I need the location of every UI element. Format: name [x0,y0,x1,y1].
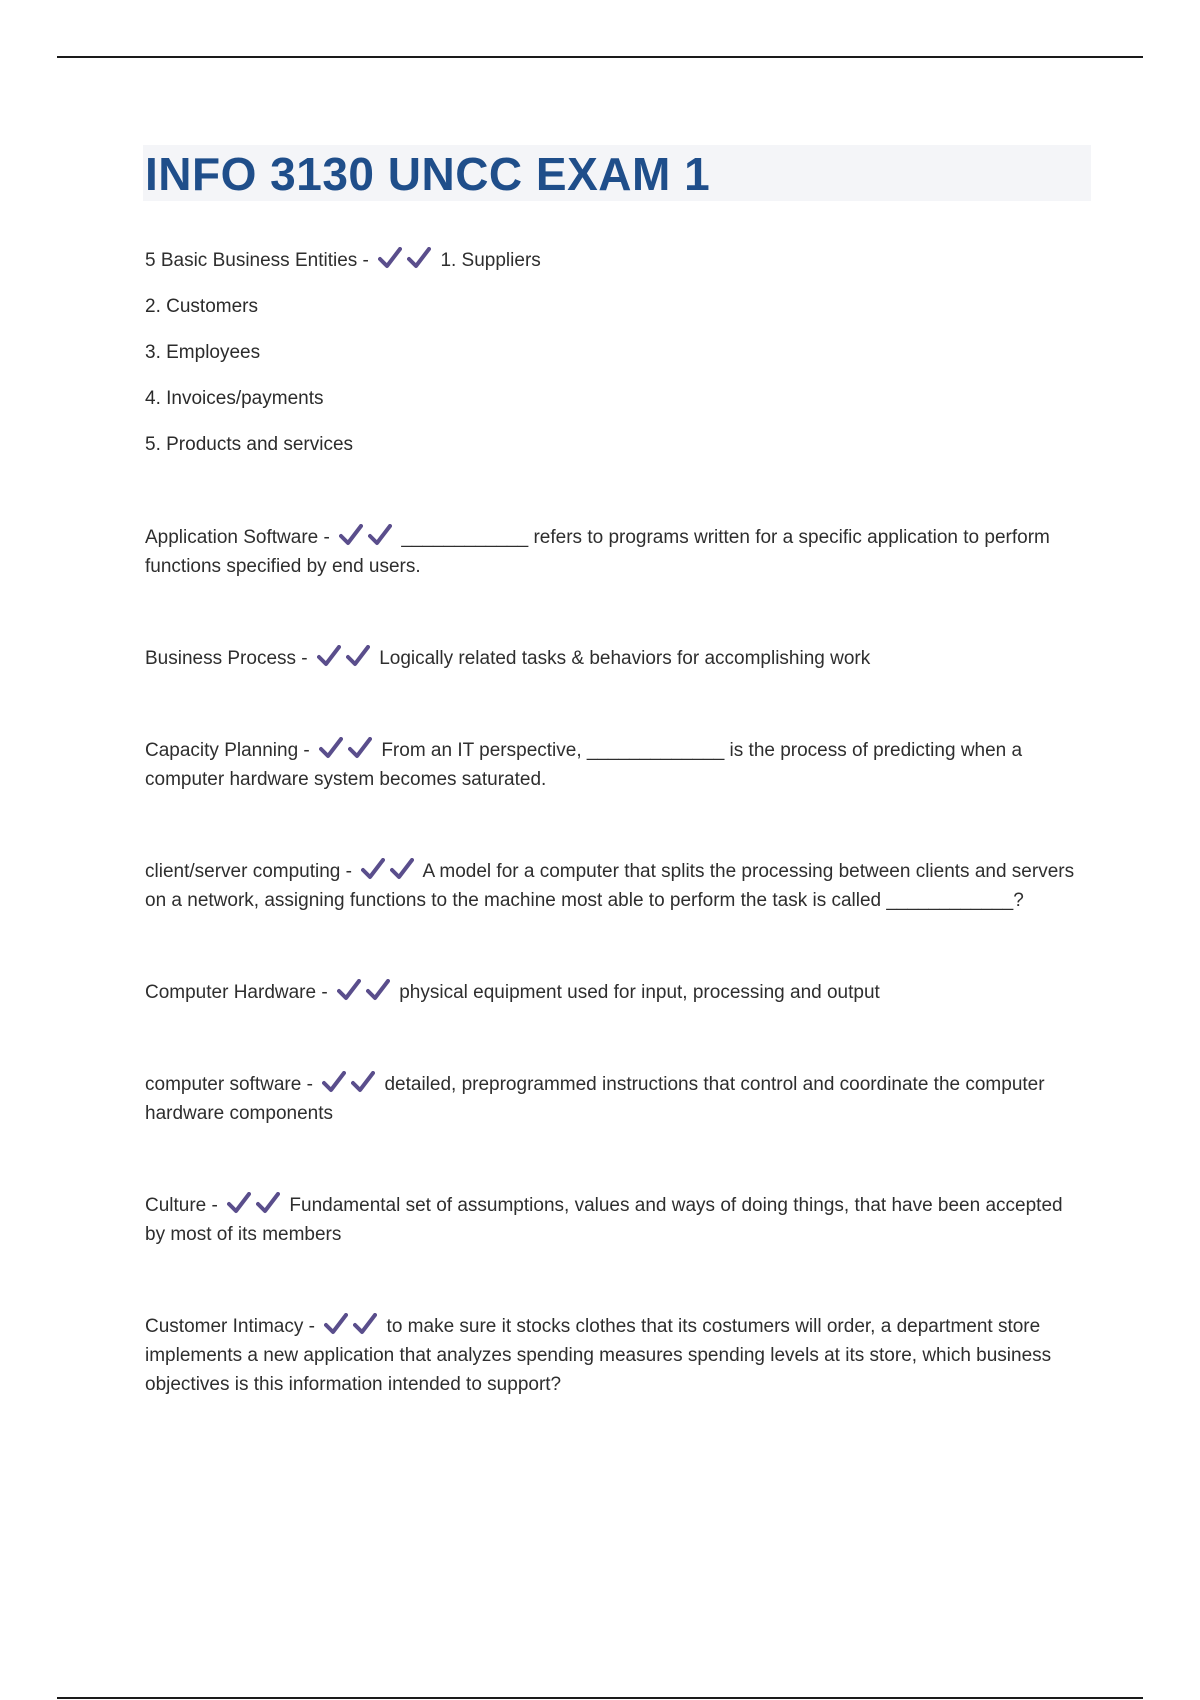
entry-term: computer software - [145,1074,313,1095]
flashcard-entry [145,978,1085,1007]
checkmark-icon [348,737,372,759]
checkmark-icon [361,858,385,880]
checkmark-icon [322,1071,346,1093]
flashcard-entry [145,1312,1085,1399]
list-item: 5. Products and services [145,434,354,455]
checkmark-icon [319,737,343,759]
checkmark-icon [339,524,363,546]
entry-definition: Logically related tasks & behaviors for accomplishing work [379,648,871,669]
checkmark-icon [407,247,431,269]
double-check-marks [361,858,414,880]
double-check-marks [339,524,392,546]
checkmark-icon [366,979,390,1001]
checkmark-icon [390,858,414,880]
entry-term: 5 Basic Business Entities - [145,250,369,271]
double-check-marks [227,1192,280,1214]
entry-definition: detailed, preprogrammed instructions that control and coordinate the computer hardware components [145,1074,1045,1124]
entry-term: Application Software - [145,527,330,548]
checkmark-icon [324,1313,348,1335]
header-rule [57,56,1143,58]
checkmark-icon [227,1192,251,1214]
entry-definition: ____________ refers to programs written for a specific application to perform functions specified by end users. [145,527,1050,577]
flashcard-entry [145,246,1085,275]
double-check-marks [319,737,372,759]
double-check-marks [324,1313,377,1335]
entry-term: Customer Intimacy - [145,1316,315,1337]
entry-term: Capacity Planning - [145,740,310,761]
double-check-marks [322,1071,375,1093]
entry-term: Business Process - [145,648,308,669]
page-title: INFO 3130 UNCC EXAM 1 [145,148,711,200]
checkmark-icon [337,979,361,1001]
double-check-marks [378,247,431,269]
entry-definition: to make sure it stocks clothes that its costumers will order, a department store implements a new application that analyzes spending measures spending levels at its store, which business objectives is this information intended to support? [145,1316,1052,1395]
entry-definition: A model for a computer that splits the processing between clients and servers on a network, assigning functions to the machine most able to perform the task is called ____________? [145,861,1075,911]
checkmark-icon [317,645,341,667]
checkmark-icon [256,1192,280,1214]
checkmark-icon [351,1071,375,1093]
list-item: 3. Employees [145,342,261,363]
checkmark-icon [378,247,402,269]
flashcard-entry [145,857,1085,915]
flashcard-entry [145,1191,1085,1249]
checkmark-icon [368,524,392,546]
flashcard-entry [145,1070,1085,1128]
entry-definition: 1. Suppliers [440,250,541,271]
checkmark-icon [346,645,370,667]
document-body [145,246,1085,1399]
footer-rule [57,1697,1143,1699]
entry-definition: From an IT perspective, _____________ is the process of predicting when a computer hardware system becomes saturated. [145,740,1023,790]
entry-definition: Fundamental set of assumptions, values and ways of doing things, that have been accepted by most of its members [145,1195,1063,1245]
list-item: 4. Invoices/payments [145,388,324,409]
entry-definition: physical equipment used for input, processing and output [399,982,880,1003]
entry-term: Computer Hardware - [145,982,328,1003]
flashcard-entry [145,644,1085,673]
list-item: 2. Customers [145,296,258,317]
entry-term: client/server computing - [145,861,352,882]
entry-term: Culture - [145,1195,218,1216]
double-check-marks [337,979,390,1001]
double-check-marks [317,645,370,667]
flashcard-entry [145,523,1085,581]
flashcard-entry [145,736,1085,794]
checkmark-icon [353,1313,377,1335]
